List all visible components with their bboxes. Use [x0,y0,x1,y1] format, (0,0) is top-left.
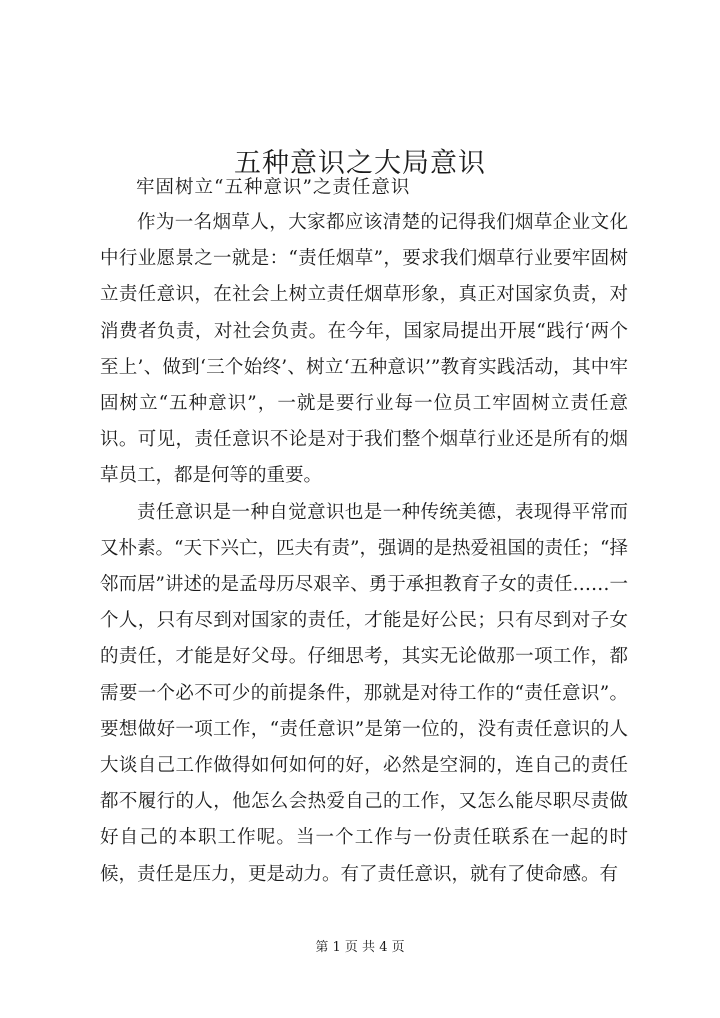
document-title: 五种意识之大局意识 [234,148,486,180]
document-subtitle: 牢固树立“五种意识”之责任意识 [136,177,411,198]
document-body [100,205,628,893]
body-paragraph: 作为一名烟草人，大家都应该清楚的记得我们烟草企业文化中行业愿景之一就是：“责任烟草”，要求我们烟草行业要牢固树立责任意识，在社会上树立责任烟草形象，真正对国家负责，对消费者负责，对社会负责。在今年，国家局提出开展“践行‘两个至上’、做到‘三个始终’、树立‘五种意识’”教育实践活动，其中牢固树立“五种意识”，一就是要行业每一位员工牢固树立责任意识。可见，责任意识不论是对于我们整个烟草行业还是所有的烟草员工，都是何等的重要。 [100,212,628,487]
page-number-footer: 第 1 页 共 4 页 [315,940,405,955]
body-paragraph: 责任意识是一种自觉意识也是一种传统美德，表现得平常而又朴素。“天下兴亡，匹夫有责”，强调的是热爱祖国的责任；“择邻而居”讲述的是孟母历尽艰辛、勇于承担教育子女的责任……一个人，只有尽到对国家的责任，才能是好公民；只有尽到对子女的责任，才能是好父母。仔细思考，其实无论做那一项工作，都需要一个必不可少的前提条件，那就是对待工作的“责任意识”。要想做好一项工作，“责任意识”是第一位的，没有责任意识的人大谈自己工作做得如何如何的好，必然是空洞的，连自己的责任都不履行的人，他怎么会热爱自己的工作，又怎么能尽职尽责做好自己的本职工作呢。当一个工作与一份责任联系在一起的时候，责任是压力，更是动力。有了责任意识，就有了使命感。有 [100,501,628,885]
